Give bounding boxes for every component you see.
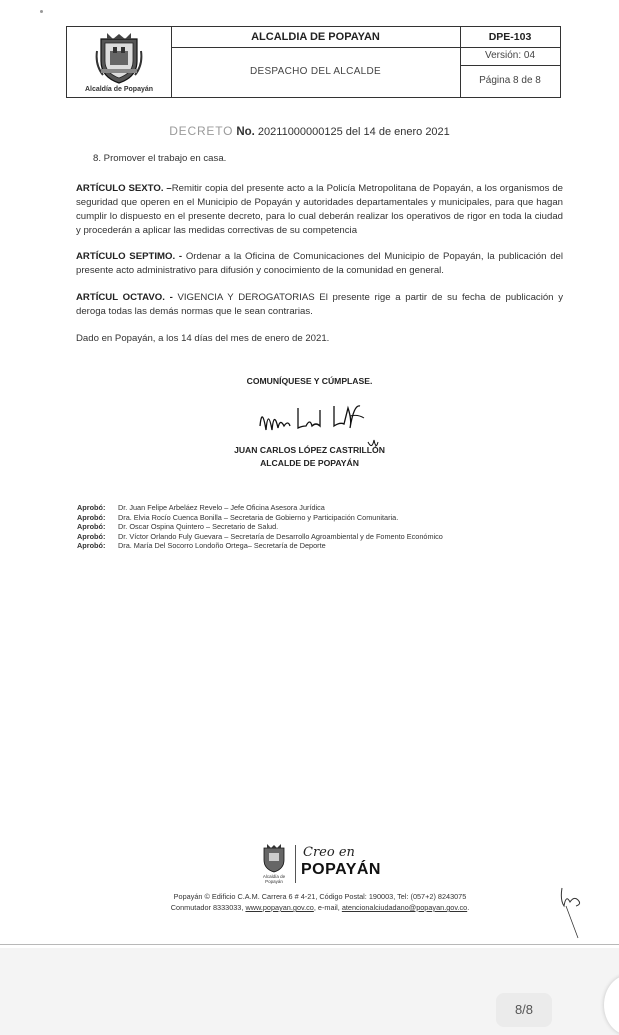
header-page-number: Página 8 de 8 [479,75,541,86]
footer-slogan-top: Creo en [303,845,355,860]
footer-address [0,891,619,913]
list-item-8: 8. Promover el trabajo en casa. [93,153,227,164]
footer-email-link[interactable]: atencionalciudadano@popayan.gov.co [341,903,468,912]
article-seventh-title: ARTÍCULO SEPTIMO. - [76,251,183,262]
header-logo-cell [67,27,172,97]
article-sixth-text: Remitir copia del presente acto a la Policía Metropolitana de Popayán, a los organismos de seguridad que operen en el Municipio de Popayán y autoridades departamentales y municipales, para que hagan cumplir lo dispuesto en el presente decreto, para lo cual deberán realizar los operativos de rigor en toda la ciudad y procederán a aplicar las medidas correctivas de su competencia [76,183,563,236]
approvals-list [77,503,443,551]
article-sixth-title: ARTÍCULO SEXTO. – [76,183,172,194]
footer-line-1: Popayán © Edificio C.A.M. Carrera 6 # 4-21, Código Postal: 190003, Tel: (057+2) 8243075 [173,892,467,901]
initials-signature-icon [556,884,586,942]
footer-coat-of-arms-icon [261,843,287,873]
footer-slogan-city: POPAYÁN [301,861,381,878]
article-seventh-text: Ordenar a la Oficina de Comunicaciones del Municipio de Popayán, la publicación del presente acto administrativo para difusión y conocimiento de la comunidad en general. [76,251,563,276]
closing-phrase: COMUNÍQUESE Y CÚMPLASE. [246,376,373,386]
approval-row: Aprobó: Dra. Elvia Rocío Cuenca Bonilla – Secretaria de Gobierno y Participación Comunitaria. [77,512,399,522]
floating-action-button[interactable] [604,975,619,1035]
decree-title [0,124,619,138]
article-seventh [76,250,563,278]
article-eighth-text: VIGENCIA Y DEROGATORIAS El presente rige a partir de su fecha de publicación y deroga todas las demás normas que le sean contrarias. [76,292,563,317]
article-eighth-title: ARTÍCUL OCTAVO. - [76,292,173,303]
article-eighth [76,291,563,319]
footer-logo-caption: Alcaldía de Popayán [262,874,286,884]
approval-row: Aprobó: Dr. Oscar Ospina Quintero – Secretario de Salud. [77,522,279,532]
approval-row: Aprobó: Dr. Juan Felipe Arbeláez Revelo – Jefe Oficina Asesora Jurídica [77,503,325,512]
header-table [66,26,561,98]
scan-dot [40,10,43,13]
footer-logo-divider [295,845,296,883]
footer-line-2: Conmutador 8333033, www.popayan.gov.co, e-mail, atencionalciudadano@popayan.gov.co. [170,903,470,912]
signer-title: ALCALDE DE POPAYÁN [260,458,359,468]
footer-website-link[interactable]: www.popayan.gov.co [245,903,314,912]
header-doc-code: DPE-103 [460,27,560,48]
decree-number-label: No. [236,126,255,138]
header-org-name: ALCALDIA DE POPAYAN [171,27,461,48]
decree-number: 20211000000125 del 14 de enero 2021 [257,126,450,138]
page-indicator: 8/8 [496,993,552,1027]
article-sixth [76,182,563,238]
approval-row: Aprobó: Dr. Víctor Orlando Fuly Guevara – Secretaría de Desarrollo Agroambiental y de Fomento Económico [77,531,443,541]
signer-name: JUAN CARLOS LÓPEZ CASTRILLÓN [234,445,385,455]
given-statement: Dado en Popayán, a los 14 días del mes de enero de 2021. [76,333,330,344]
popayan-coat-of-arms-icon [95,31,143,85]
page-edge-line [0,944,619,945]
decree-keyword: DECRETO [169,124,234,138]
footer-logo [255,843,385,888]
approval-row: Aprobó: Dra. María Del Socorro Londoño Ortega– Secretaría de Deporte [77,541,326,551]
header-version: Versión: 04 [460,47,560,66]
header-department: DESPACHO DEL ALCALDE [171,47,461,97]
header-logo-caption: Alcaldía de Popayán [84,86,154,93]
